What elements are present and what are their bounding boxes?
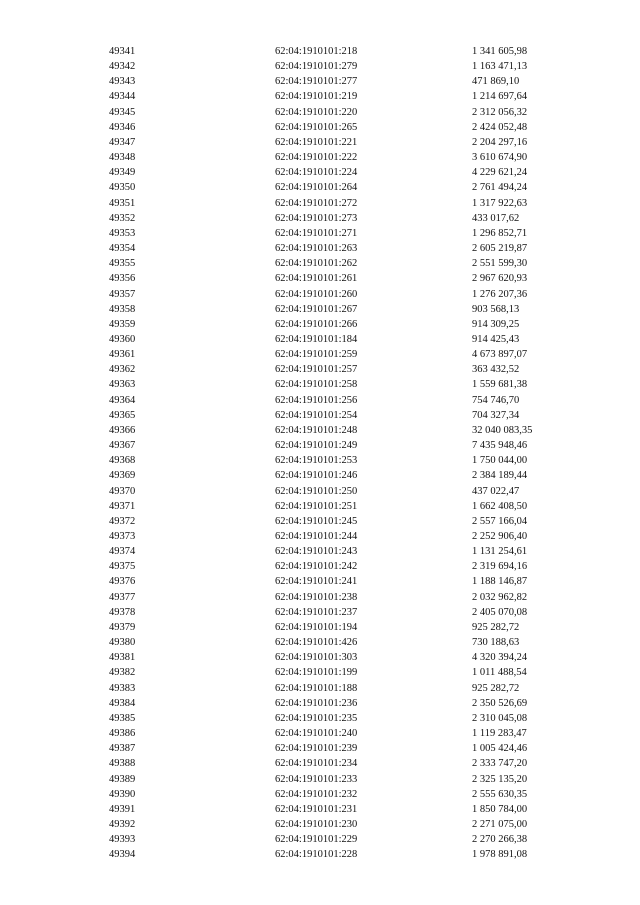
table-row [109, 120, 569, 135]
table-row [109, 665, 569, 680]
cadastral-value: 2 333 747,20 [472, 758, 528, 770]
table-row [109, 544, 569, 559]
cadastral-number: 62:04:1910101:231 [275, 803, 358, 815]
cadastral-number: 62:04:1910101:199 [275, 667, 358, 679]
cadastral-number: 62:04:1910101:241 [275, 576, 358, 588]
table-row [109, 393, 569, 408]
cadastral-value: 2 252 906,40 [472, 531, 528, 542]
cadastral-number: 62:04:1910101:303 [275, 652, 358, 664]
cadastral-value: 1 005 424,46 [472, 743, 528, 755]
table-row [109, 681, 569, 696]
row-number: 49363 [109, 379, 136, 391]
table-body [109, 44, 569, 862]
cadastral-value: 471 869,10 [472, 76, 520, 88]
cadastral-value: 1 750 044,00 [472, 455, 528, 467]
table-row [109, 741, 569, 756]
row-number: 49360 [109, 333, 136, 345]
cadastral-value: 2 204 297,16 [472, 136, 528, 148]
row-number: 49359 [109, 318, 136, 330]
row-number: 49348 [109, 152, 136, 164]
cadastral-value: 1 341 605,98 [472, 46, 528, 57]
cadastral-number: 62:04:1910101:244 [275, 531, 358, 542]
cadastral-number: 62:04:1910101:234 [275, 758, 358, 770]
cadastral-value: 2 325 135,20 [472, 773, 528, 785]
table-row [109, 620, 569, 635]
table-row [109, 484, 569, 499]
row-number: 49353 [109, 227, 136, 239]
table-row [109, 650, 569, 665]
cadastral-number: 62:04:1910101:232 [275, 788, 358, 800]
cadastral-number: 62:04:1910101:257 [275, 364, 358, 376]
cadastral-number: 62:04:1910101:245 [275, 515, 358, 527]
table-row [109, 499, 569, 514]
cadastral-value: 2 761 494,24 [472, 182, 528, 194]
cadastral-value: 4 673 897,07 [472, 349, 528, 361]
table-row [109, 59, 569, 74]
row-number: 49368 [109, 455, 136, 467]
cadastral-value: 2 310 045,08 [472, 712, 528, 724]
table-row [109, 287, 569, 302]
cadastral-number: 62:04:1910101:221 [275, 136, 358, 148]
row-number: 49392 [109, 818, 136, 830]
row-number: 49373 [109, 531, 136, 542]
cadastral-value: 2 424 052,48 [472, 121, 528, 133]
table-row [109, 559, 569, 574]
table-row [109, 817, 569, 832]
cadastral-number: 62:04:1910101:235 [275, 712, 358, 724]
row-number: 49362 [109, 364, 136, 376]
table-row [109, 256, 569, 271]
table-row [109, 635, 569, 650]
row-number: 49367 [109, 440, 136, 452]
cadastral-value: 1 163 471,13 [472, 61, 528, 73]
table-row [109, 847, 569, 862]
row-number: 49349 [109, 167, 136, 179]
cadastral-number: 62:04:1910101:260 [275, 288, 358, 300]
table-row [109, 317, 569, 332]
table-row [109, 377, 569, 392]
cadastral-number: 62:04:1910101:239 [275, 743, 358, 755]
cadastral-value: 2 032 962,82 [472, 591, 528, 603]
table-row [109, 150, 569, 165]
row-number: 49390 [109, 788, 136, 800]
table-row [109, 105, 569, 120]
cadastral-number: 62:04:1910101:258 [275, 379, 358, 391]
cadastral-value: 1 662 408,50 [472, 500, 528, 512]
cadastral-value: 3 610 674,90 [472, 152, 528, 164]
table-row [109, 196, 569, 211]
cadastral-number: 62:04:1910101:254 [275, 409, 358, 421]
cadastral-number: 62:04:1910101:188 [275, 682, 358, 694]
cadastral-number: 62:04:1910101:224 [275, 167, 358, 179]
cadastral-value: 1 317 922,63 [472, 197, 528, 209]
table-row [109, 772, 569, 787]
table-row [109, 271, 569, 286]
table-row [109, 590, 569, 605]
cadastral-value: 754 746,70 [472, 394, 520, 406]
table-row [109, 211, 569, 226]
table-row [109, 438, 569, 453]
cadastral-number: 62:04:1910101:249 [275, 440, 358, 452]
table-row [109, 165, 569, 180]
cadastral-number: 62:04:1910101:262 [275, 258, 358, 270]
cadastral-value: 2 967 620,93 [472, 273, 528, 285]
cadastral-value: 4 320 394,24 [472, 652, 528, 664]
cadastral-number: 62:04:1910101:240 [275, 728, 358, 740]
cadastral-value: 7 435 948,46 [472, 440, 528, 452]
table-row [109, 423, 569, 438]
row-number: 49388 [109, 758, 136, 770]
table-row [109, 332, 569, 347]
row-number: 49379 [109, 621, 136, 633]
row-number: 49393 [109, 834, 136, 846]
row-number: 49371 [109, 500, 136, 512]
cadastral-value-table [109, 44, 569, 862]
cadastral-value: 2 270 266,38 [472, 834, 528, 846]
cadastral-number: 62:04:1910101:233 [275, 773, 358, 785]
cadastral-value: 925 282,72 [472, 621, 520, 633]
cadastral-number: 62:04:1910101:228 [275, 849, 358, 861]
cadastral-value: 914 309,25 [472, 318, 520, 330]
cadastral-number: 62:04:1910101:256 [275, 394, 358, 406]
cadastral-number: 62:04:1910101:263 [275, 243, 358, 255]
table-row [109, 180, 569, 195]
cadastral-value: 4 229 621,24 [472, 167, 528, 179]
cadastral-value: 2 350 526,69 [472, 697, 528, 709]
cadastral-number: 62:04:1910101:229 [275, 834, 358, 846]
cadastral-number: 62:04:1910101:253 [275, 455, 358, 467]
cadastral-number: 62:04:1910101:236 [275, 697, 358, 709]
cadastral-number: 62:04:1910101:220 [275, 106, 358, 118]
cadastral-number: 62:04:1910101:266 [275, 318, 358, 330]
cadastral-number: 62:04:1910101:426 [275, 637, 358, 649]
table-row [109, 832, 569, 847]
row-number: 49387 [109, 743, 136, 755]
cadastral-value: 925 282,72 [472, 682, 520, 694]
table-row [109, 241, 569, 256]
cadastral-number: 62:04:1910101:222 [275, 152, 358, 164]
cadastral-number: 62:04:1910101:246 [275, 470, 358, 482]
table-row [109, 44, 569, 59]
row-number: 49384 [109, 697, 136, 709]
cadastral-number: 62:04:1910101:250 [275, 485, 358, 497]
row-number: 49341 [109, 46, 136, 57]
row-number: 49364 [109, 394, 136, 406]
row-number: 49376 [109, 576, 136, 588]
cadastral-number: 62:04:1910101:218 [275, 46, 358, 57]
cadastral-number: 62:04:1910101:194 [275, 621, 358, 633]
cadastral-value: 32 040 083,35 [472, 424, 533, 436]
cadastral-value: 1 131 254,61 [472, 546, 528, 558]
cadastral-number: 62:04:1910101:243 [275, 546, 358, 558]
row-number: 49352 [109, 212, 136, 224]
cadastral-number: 62:04:1910101:264 [275, 182, 358, 194]
row-number: 49370 [109, 485, 136, 497]
row-number: 49394 [109, 849, 136, 861]
row-number: 49361 [109, 349, 136, 361]
cadastral-number: 62:04:1910101:265 [275, 121, 358, 133]
cadastral-number: 62:04:1910101:271 [275, 227, 358, 239]
row-number: 49386 [109, 728, 136, 740]
cadastral-value: 1 559 681,38 [472, 379, 528, 391]
table-row [109, 756, 569, 771]
cadastral-value: 730 188,63 [472, 637, 520, 649]
cadastral-number: 62:04:1910101:238 [275, 591, 358, 603]
table-row [109, 468, 569, 483]
row-number: 49382 [109, 667, 136, 679]
table-row [109, 802, 569, 817]
cadastral-number: 62:04:1910101:242 [275, 561, 358, 573]
cadastral-value: 914 425,43 [472, 333, 520, 345]
cadastral-value: 2 555 630,35 [472, 788, 528, 800]
cadastral-value: 1 978 891,08 [472, 849, 528, 861]
cadastral-number: 62:04:1910101:237 [275, 606, 358, 618]
table-row [109, 302, 569, 317]
cadastral-number: 62:04:1910101:248 [275, 424, 358, 436]
row-number: 49355 [109, 258, 136, 270]
table-row [109, 453, 569, 468]
table-row [109, 529, 569, 544]
row-number: 49365 [109, 409, 136, 421]
row-number: 49343 [109, 76, 136, 88]
cadastral-value: 437 022,47 [472, 485, 520, 497]
row-number: 49357 [109, 288, 136, 300]
cadastral-value: 1 119 283,47 [472, 728, 527, 740]
cadastral-value: 1 850 784,00 [472, 803, 528, 815]
row-number: 49374 [109, 546, 136, 558]
table-row [109, 726, 569, 741]
cadastral-value: 2 605 219,87 [472, 243, 528, 255]
row-number: 49369 [109, 470, 136, 482]
table-row [109, 408, 569, 423]
cadastral-value: 1 296 852,71 [472, 227, 528, 239]
row-number: 49372 [109, 515, 136, 527]
cadastral-value: 363 432,52 [472, 364, 520, 376]
cadastral-value: 2 557 166,04 [472, 515, 528, 527]
cadastral-value: 1 214 697,64 [472, 91, 528, 103]
row-number: 49347 [109, 136, 136, 148]
cadastral-value: 2 384 189,44 [472, 470, 528, 482]
row-number: 49383 [109, 682, 136, 694]
cadastral-number: 62:04:1910101:184 [275, 333, 358, 345]
table-row [109, 605, 569, 620]
table-row [109, 74, 569, 89]
row-number: 49345 [109, 106, 136, 118]
row-number: 49380 [109, 637, 136, 649]
cadastral-number: 62:04:1910101:219 [275, 91, 358, 103]
cadastral-value: 1 276 207,36 [472, 288, 528, 300]
table-row [109, 135, 569, 150]
row-number: 49389 [109, 773, 136, 785]
cadastral-number: 62:04:1910101:277 [275, 76, 358, 88]
row-number: 49385 [109, 712, 136, 724]
cadastral-number: 62:04:1910101:279 [275, 61, 358, 73]
cadastral-number: 62:04:1910101:251 [275, 500, 358, 512]
row-number: 49354 [109, 243, 136, 255]
cadastral-number: 62:04:1910101:267 [275, 303, 358, 315]
row-number: 49391 [109, 803, 136, 815]
cadastral-value: 2 551 599,30 [472, 258, 528, 270]
cadastral-value: 2 312 056,32 [472, 106, 528, 118]
cadastral-number: 62:04:1910101:230 [275, 818, 358, 830]
table-row [109, 696, 569, 711]
row-number: 49351 [109, 197, 136, 209]
row-number: 49344 [109, 91, 136, 103]
row-number: 49346 [109, 121, 136, 133]
table-row [109, 574, 569, 589]
table-row [109, 347, 569, 362]
cadastral-number: 62:04:1910101:273 [275, 212, 358, 224]
row-number: 49350 [109, 182, 136, 194]
row-number: 49356 [109, 273, 136, 285]
cadastral-value: 2 271 075,00 [472, 818, 528, 830]
cadastral-number: 62:04:1910101:272 [275, 197, 358, 209]
table-row [109, 226, 569, 241]
row-number: 49378 [109, 606, 136, 618]
table-row [109, 787, 569, 802]
row-number: 49342 [109, 61, 136, 73]
table-row [109, 89, 569, 104]
cadastral-value: 2 405 070,08 [472, 606, 528, 618]
cadastral-value: 903 568,13 [472, 303, 520, 315]
cadastral-number: 62:04:1910101:259 [275, 349, 358, 361]
row-number: 49358 [109, 303, 136, 315]
cadastral-value: 2 319 694,16 [472, 561, 528, 573]
row-number: 49377 [109, 591, 136, 603]
cadastral-value: 704 327,34 [472, 409, 520, 421]
cadastral-value: 433 017,62 [472, 212, 520, 224]
row-number: 49375 [109, 561, 136, 573]
table-row [109, 514, 569, 529]
cadastral-number: 62:04:1910101:261 [275, 273, 358, 285]
cadastral-value: 1 011 488,54 [472, 667, 527, 679]
table-row [109, 362, 569, 377]
row-number: 49366 [109, 424, 136, 436]
table-row [109, 711, 569, 726]
cadastral-value: 1 188 146,87 [472, 576, 528, 588]
row-number: 49381 [109, 652, 136, 664]
